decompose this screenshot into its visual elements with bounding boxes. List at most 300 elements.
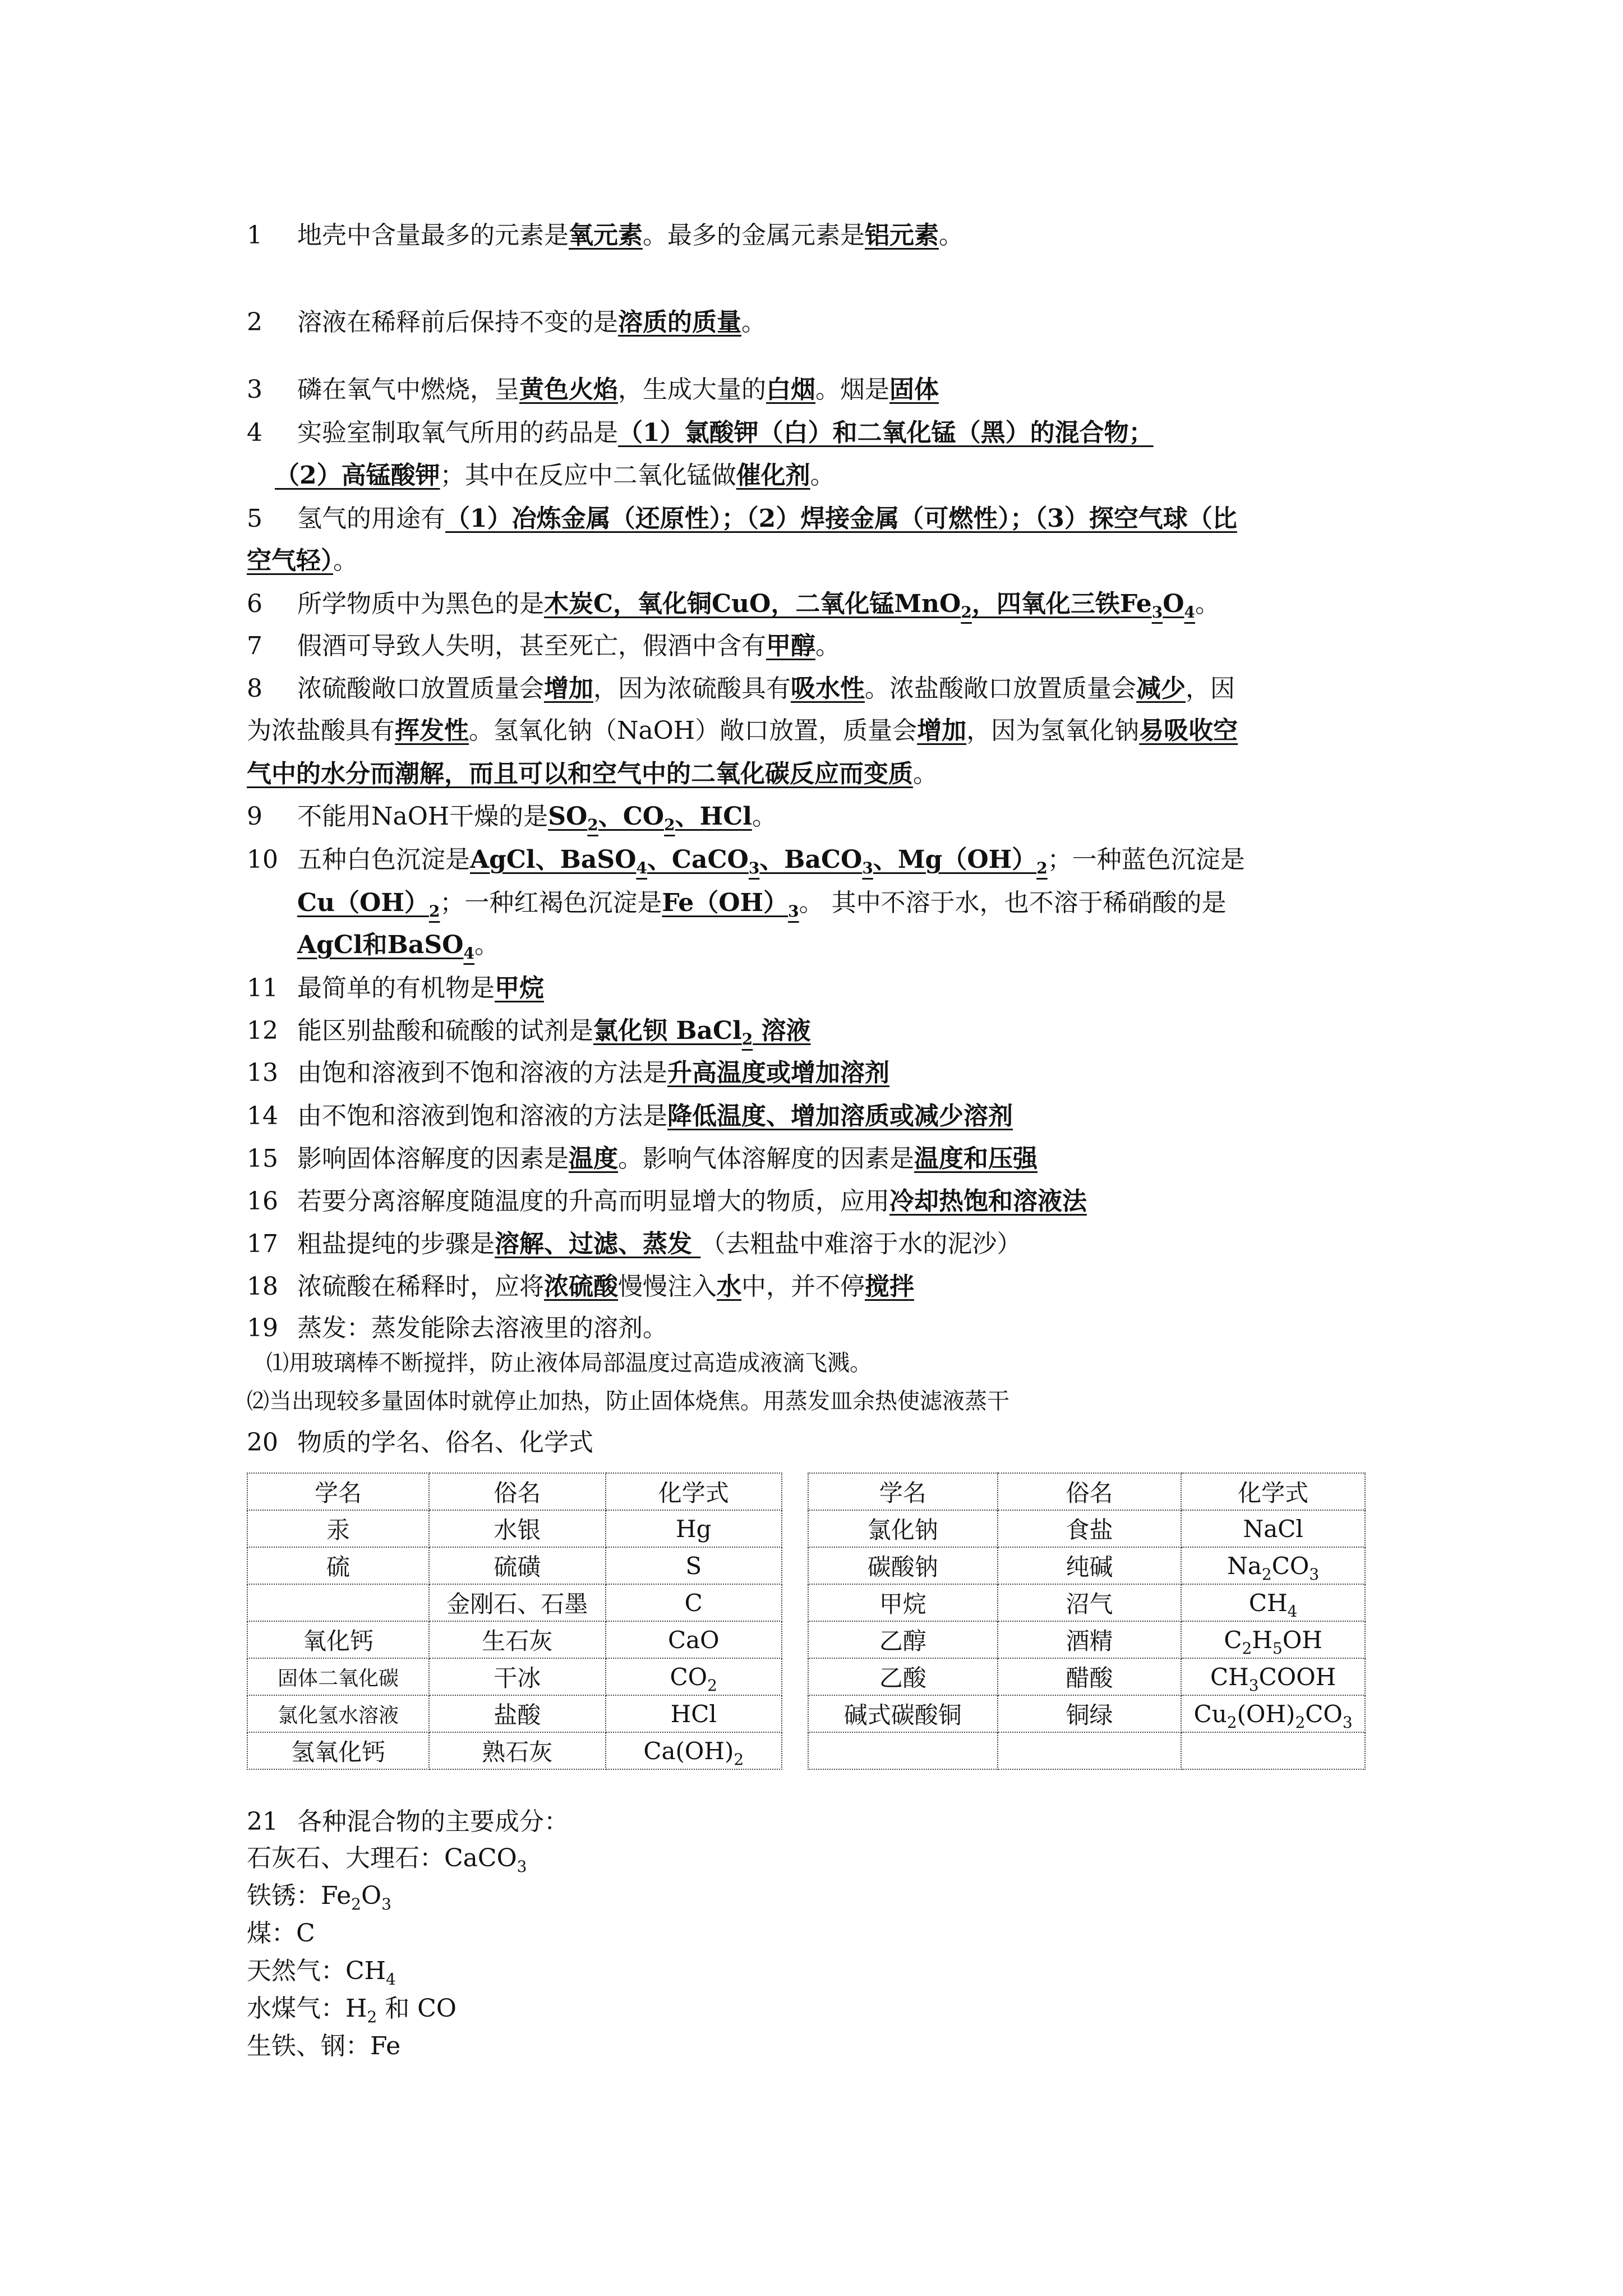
text-run: C <box>1224 1626 1242 1654</box>
key-term: 温度 <box>569 1144 618 1173</box>
subscript: 5 <box>1272 1639 1283 1658</box>
text-run: 物质的学名、俗名、化学式 <box>297 1428 593 1457</box>
key-term: 黄色火焰 <box>519 375 618 404</box>
key-term: 氯化钡 BaCl <box>593 1016 742 1045</box>
text-run: 碳酸钠 <box>867 1553 938 1581</box>
item-text <box>297 308 766 337</box>
column-header: 俗名 <box>429 1473 605 1510</box>
text-run: 溶液在稀释前后保持不变的是 <box>297 308 618 337</box>
text-run: 。 <box>810 461 835 490</box>
key-term: 、CO <box>598 802 665 831</box>
item-text <box>297 632 840 660</box>
text-run: 慢慢注入 <box>618 1272 717 1301</box>
table-cell <box>998 1621 1182 1658</box>
key-term: AgCl和BaSO <box>297 931 464 959</box>
key-term: SO <box>548 802 588 831</box>
text-run: 若要分离溶解度随温度的升高而明显增大的物质，应用 <box>297 1187 889 1216</box>
table-row <box>808 1547 1365 1584</box>
subscript: 2 <box>1295 1713 1306 1732</box>
text-run: (OH) <box>1237 1700 1295 1728</box>
table-cell <box>247 1584 429 1621</box>
item-text <box>247 716 1238 745</box>
text-run: 。影响气体溶解度的因素是 <box>618 1144 914 1173</box>
key-term: 白烟 <box>766 375 815 404</box>
table-row <box>808 1621 1365 1658</box>
text-run: ⑴用玻璃棒不断搅拌，防止液体局部温度过高造成液滴飞溅。 <box>266 1350 872 1376</box>
text-run: 。 <box>474 931 499 959</box>
text-run: Ca(OH) <box>643 1737 734 1765</box>
text-run: 铁锈：Fe <box>247 1881 352 1910</box>
text-run: CO <box>670 1663 708 1691</box>
item-number: 13 <box>247 1059 278 1087</box>
item-text <box>297 1314 667 1342</box>
key-term: 甲醇 <box>766 632 815 660</box>
item-number: 11 <box>247 974 278 1002</box>
key-term: 空气轻） <box>247 546 333 575</box>
text-run: 甲烷 <box>879 1590 926 1618</box>
key-term: 、Mg（OH） <box>873 845 1037 874</box>
text-run: 乙醇 <box>879 1627 926 1655</box>
table-cell <box>808 1510 998 1547</box>
table-cell <box>606 1547 782 1584</box>
table-cell <box>998 1510 1182 1547</box>
text-run: 碱式碳酸铜 <box>843 1701 962 1729</box>
subscript: 2 <box>367 2008 377 2026</box>
item-number: 9 <box>247 802 262 831</box>
subscript: 3 <box>517 1857 527 1876</box>
table-row <box>247 1584 782 1621</box>
key-term: 升高温度或增加溶剂 <box>667 1059 889 1087</box>
subscript: 4 <box>463 944 474 963</box>
item-17 <box>247 1227 1021 1261</box>
item-2 <box>247 306 766 339</box>
table-row <box>808 1510 1365 1547</box>
text-run: 。 <box>815 632 840 660</box>
item-number: 1 <box>247 221 262 250</box>
text-run: 影响固体溶解度的因素是 <box>297 1144 569 1173</box>
mixture-item <box>247 1842 527 1875</box>
text-run: 酒精 <box>1066 1627 1113 1655</box>
key-term: 挥发性 <box>395 716 469 745</box>
text-run: 石灰石、大理石：CaCO <box>247 1844 517 1872</box>
item-text <box>247 546 358 575</box>
key-term: 冷却热饱和溶液法 <box>889 1187 1087 1216</box>
subscript: 3 <box>381 1895 391 1913</box>
subscript: 2 <box>1242 1639 1252 1658</box>
item-5 <box>247 502 1237 536</box>
table-cell <box>606 1695 782 1732</box>
item-15 <box>247 1142 1038 1176</box>
item-number: 16 <box>247 1187 278 1216</box>
text-run: 。 <box>741 308 766 337</box>
text-run: CO <box>1305 1700 1343 1728</box>
text-run: 。 <box>333 546 358 575</box>
key-term: Fe（OH） <box>662 889 789 917</box>
text-run: 。最多的金属元素是 <box>643 221 865 250</box>
mixture-item <box>247 1992 457 2026</box>
column-header: 化学式 <box>606 1473 782 1510</box>
key-term: 增加 <box>917 716 967 745</box>
item-number: 10 <box>247 845 278 874</box>
table-cell <box>1181 1695 1365 1732</box>
item-text <box>297 375 939 404</box>
subscript: 3 <box>1248 1676 1259 1695</box>
item-text <box>297 418 1154 447</box>
text-run: 粗盐提纯的步骤是 <box>297 1230 495 1258</box>
text-run: 蒸发：蒸发能除去溶液里的溶剂。 <box>297 1314 667 1342</box>
subscript: 3 <box>1309 1565 1320 1584</box>
table-row <box>247 1621 782 1658</box>
text-run: 氯化氢水溶液 <box>278 1704 399 1727</box>
section-title: 各种混合物的主要成分： <box>297 1807 569 1836</box>
item-19-note-1 <box>266 1346 872 1380</box>
key-term: （1）冶炼金属（还原性）；（2）焊接金属（可燃性）；（3）探空气球（比 <box>445 504 1237 533</box>
table-cell <box>606 1584 782 1621</box>
table-cell <box>808 1621 998 1658</box>
item-text <box>297 1016 811 1048</box>
key-term: 降低温度、增加溶质或减少溶剂 <box>667 1102 1013 1130</box>
item-number: 3 <box>247 375 262 404</box>
table-cell <box>1181 1658 1365 1695</box>
table-row <box>808 1732 1365 1769</box>
text-run: 氢氧化钙 <box>291 1738 386 1766</box>
text-run: 固体二氧化碳 <box>278 1667 399 1690</box>
text-run: 不能用NaOH干燥的是 <box>297 802 548 831</box>
key-term: 、CaCO <box>647 845 749 874</box>
item-text <box>297 1428 593 1457</box>
item-text <box>247 760 938 788</box>
subscript: 2 <box>1036 859 1048 877</box>
text-run: 五种白色沉淀是 <box>297 845 470 874</box>
item-12 <box>247 1014 811 1048</box>
text-run: Hg <box>675 1515 712 1543</box>
item-text <box>297 1102 1013 1130</box>
item-number: 17 <box>247 1230 278 1258</box>
text-run: （去粗盐中难溶于水的泥沙） <box>700 1230 1022 1258</box>
item-text <box>266 1350 872 1376</box>
subscript: 2 <box>707 1676 717 1695</box>
item-10-cont2 <box>297 928 499 962</box>
table-cell <box>1181 1547 1365 1584</box>
item-number: 2 <box>247 308 262 337</box>
key-term: 溶解、过滤、蒸发 <box>495 1230 701 1258</box>
key-term: 吸水性 <box>791 674 865 703</box>
item-number: 20 <box>247 1428 278 1457</box>
text-run: ；一种红褐色沉淀是 <box>440 889 662 917</box>
table-cell <box>429 1510 605 1547</box>
item-text <box>297 221 963 250</box>
text-run: CH <box>1210 1663 1249 1691</box>
text-run: 。 其中不溶于水，也不溶于稀硝酸的是 <box>799 889 1227 917</box>
item-text <box>275 461 835 490</box>
item-3 <box>247 373 939 407</box>
table-cell <box>606 1732 782 1769</box>
item-text <box>297 802 777 834</box>
text-run: 。氢氧化钠（NaOH）敞口放置，质量会 <box>469 716 917 745</box>
text-run: 沼气 <box>1066 1590 1113 1618</box>
subscript: 4 <box>1184 603 1195 622</box>
table-cell <box>1181 1732 1365 1769</box>
item-text <box>297 1272 914 1301</box>
table-cell <box>429 1584 605 1621</box>
subscript: 3 <box>1342 1713 1353 1732</box>
item-number: 14 <box>247 1102 278 1130</box>
column-header: 学名 <box>247 1473 429 1510</box>
text-run: 醋酸 <box>1066 1664 1113 1692</box>
item-number: 7 <box>247 632 262 660</box>
text-run: 。 <box>939 221 963 250</box>
item-number: 19 <box>247 1314 278 1342</box>
item-text <box>297 590 1220 622</box>
key-term: Cu（OH） <box>297 889 429 917</box>
text-run: 。浓盐酸敞口放置质量会 <box>865 674 1136 703</box>
subscript: 2 <box>1227 1713 1237 1732</box>
column-header: 俗名 <box>998 1473 1182 1510</box>
table-header-row <box>808 1473 1365 1510</box>
item-number: 12 <box>247 1016 278 1045</box>
table-header-row <box>247 1473 782 1510</box>
subscript: 2 <box>734 1750 744 1769</box>
text-run: 浓硫酸在稀释时，应将 <box>297 1272 544 1301</box>
item-number: 6 <box>247 590 262 618</box>
table-cell <box>429 1732 605 1769</box>
text-run: 氯化钠 <box>867 1516 938 1544</box>
text-run: NaCl <box>1243 1515 1303 1543</box>
mixture-item <box>247 2030 400 2063</box>
subscript: 3 <box>1151 603 1163 622</box>
key-term: （2）高锰酸钾 <box>275 461 440 490</box>
text-run: 地壳中含量最多的元素是 <box>297 221 569 250</box>
key-term: 水 <box>717 1272 741 1301</box>
text-run: ，生成大量的 <box>618 375 766 404</box>
text-run: C <box>684 1589 703 1617</box>
item-number: 5 <box>247 504 262 533</box>
subscript: 2 <box>741 1030 753 1048</box>
table-cell <box>429 1695 605 1732</box>
text-run: 食盐 <box>1066 1516 1113 1544</box>
table-row <box>247 1658 782 1695</box>
column-header: 学名 <box>808 1473 998 1510</box>
text-run: CO <box>1271 1552 1310 1580</box>
item-16 <box>247 1185 1087 1218</box>
table-row <box>247 1695 782 1732</box>
text-run: ⑵当出现较多量固体时就停止加热，防止固体烧焦。用蒸发皿余热使滤液蒸干 <box>247 1388 1009 1414</box>
text-run: 。烟是 <box>815 375 889 404</box>
text-run: ，因 <box>1186 674 1235 703</box>
table-cell <box>429 1547 605 1584</box>
item-text <box>297 974 544 1002</box>
text-run: 中，并不停 <box>741 1272 865 1301</box>
item-19 <box>247 1312 667 1345</box>
text-run: 由饱和溶液到不饱和溶液的方法是 <box>297 1059 667 1087</box>
text-run: 乙酸 <box>879 1664 926 1692</box>
item-14 <box>247 1099 1013 1133</box>
item-number: 15 <box>247 1144 278 1173</box>
item-text <box>247 1388 1009 1414</box>
item-10-cont <box>297 886 1227 920</box>
subscript: 2 <box>428 902 440 921</box>
text-run: 生铁、钢：Fe <box>247 2032 401 2060</box>
table-row <box>247 1510 782 1547</box>
key-term: 催化剂 <box>736 461 810 490</box>
column-header: 化学式 <box>1181 1473 1365 1510</box>
subscript: 4 <box>1287 1602 1298 1621</box>
key-term: 、BaCO <box>759 845 863 874</box>
text-run: 假酒可导致人失明，甚至死亡，假酒中含有 <box>297 632 766 660</box>
item-text <box>297 674 1235 703</box>
table-cell <box>429 1621 605 1658</box>
subscript: 2 <box>351 1895 361 1913</box>
text-run: ，因为浓硫酸具有 <box>593 674 791 703</box>
text-run: 硫磺 <box>494 1553 541 1581</box>
text-run: HCl <box>670 1700 717 1728</box>
text-run: 水银 <box>494 1516 541 1544</box>
text-run: Na <box>1227 1552 1262 1580</box>
key-term: 浓硫酸 <box>544 1272 618 1301</box>
item-text <box>297 1059 889 1087</box>
text-run: 最简单的有机物是 <box>297 974 495 1002</box>
table-cell <box>1181 1584 1365 1621</box>
text-run: ；一种蓝色沉淀是 <box>1047 845 1245 874</box>
table-cell <box>247 1658 429 1695</box>
table-cell <box>247 1621 429 1658</box>
text-run: 。 <box>913 760 938 788</box>
subscript: 2 <box>961 603 972 622</box>
item-20 <box>247 1426 593 1460</box>
table-cell <box>998 1584 1182 1621</box>
key-term: 减少 <box>1136 674 1186 703</box>
text-run: OH <box>1282 1626 1322 1654</box>
text-run: 实验室制取氧气所用的药品是 <box>297 418 618 447</box>
key-term: 木炭C，氧化铜CuO，二氧化锰MnO <box>544 590 961 618</box>
table-cell <box>998 1695 1182 1732</box>
key-term: 增加 <box>544 674 593 703</box>
text-run: 氧化钙 <box>303 1627 374 1655</box>
item-text <box>297 1187 1087 1216</box>
key-term: 气中的水分而潮解，而且可以和空气中的二氧化碳反应而变质 <box>247 760 913 788</box>
text-run: 。 <box>751 802 777 831</box>
table-cell <box>808 1584 998 1621</box>
item-5-cont <box>247 544 358 578</box>
item-13 <box>247 1056 889 1090</box>
table-row <box>247 1547 782 1584</box>
text-run: 磷在氧气中燃烧，呈 <box>297 375 519 404</box>
table-cell <box>808 1732 998 1769</box>
table-cell <box>606 1621 782 1658</box>
item-8-cont2 <box>247 757 938 791</box>
key-term: 铝元素 <box>865 221 939 250</box>
text-run: 生石灰 <box>482 1627 553 1655</box>
text-run: 干冰 <box>494 1664 541 1692</box>
key-term: （1）氯酸钾（白）和二氧化锰（黑）的混合物； <box>618 418 1154 447</box>
table-cell <box>247 1510 429 1547</box>
item-text <box>297 504 1237 533</box>
text-run: 和 CO <box>377 1994 457 2023</box>
subscript: 2 <box>1261 1565 1272 1584</box>
item-number: 8 <box>247 674 262 703</box>
table-cell <box>606 1658 782 1695</box>
key-term: 溶质的质量 <box>618 308 741 337</box>
mixture-item <box>247 1954 396 1988</box>
text-run: CaO <box>667 1626 720 1654</box>
text-run: 。 <box>1195 590 1220 618</box>
item-text <box>297 931 499 963</box>
text-run: 纯碱 <box>1066 1553 1113 1581</box>
item-6 <box>247 587 1220 621</box>
subscript: 4 <box>636 859 647 877</box>
subscript: 3 <box>748 859 760 877</box>
item-19-note-2 <box>247 1384 1009 1418</box>
table-cell <box>429 1658 605 1695</box>
key-term: 溶液 <box>753 1016 811 1045</box>
item-number: 4 <box>247 418 262 447</box>
key-term: AgCl、BaSO <box>470 845 637 874</box>
table-cell <box>247 1547 429 1584</box>
subscript: 3 <box>788 902 799 921</box>
text-run: 浓硫酸敞口放置质量会 <box>297 674 544 703</box>
text-run: 天然气：CH <box>247 1957 386 1985</box>
subscript: 2 <box>587 816 598 834</box>
table-cell <box>808 1695 998 1732</box>
text-run: ；其中在反应中二氧化锰做 <box>440 461 736 490</box>
key-term: 、HCl <box>675 802 752 831</box>
key-term: 搅拌 <box>865 1272 914 1301</box>
text-run: 能区别盐酸和硫酸的试剂是 <box>297 1016 593 1045</box>
text-run: 铜绿 <box>1066 1701 1113 1729</box>
table-cell <box>606 1510 782 1547</box>
table-row <box>808 1695 1365 1732</box>
text-run: 金刚石、石墨 <box>446 1590 588 1618</box>
text-run: 硫 <box>326 1553 351 1581</box>
text-run: 盐酸 <box>494 1701 541 1729</box>
table-row <box>808 1584 1365 1621</box>
text-run: S <box>685 1552 702 1580</box>
text-run: 氢气的用途有 <box>297 504 445 533</box>
text-run: COOH <box>1258 1663 1336 1691</box>
text-run: ，因为氢氧化钠 <box>966 716 1140 745</box>
mixture-item <box>247 1879 391 1913</box>
table-cell <box>808 1547 998 1584</box>
text-run: CH <box>1248 1589 1288 1617</box>
item-number: 21 <box>247 1807 278 1836</box>
item-10 <box>247 843 1245 877</box>
key-term: 固体 <box>889 375 939 404</box>
table-row <box>247 1732 782 1769</box>
text-run: O <box>361 1881 382 1910</box>
item-4-cont <box>275 459 835 493</box>
item-text <box>297 845 1245 877</box>
text-run: Cu <box>1193 1700 1227 1728</box>
mixture-item <box>247 1917 315 1950</box>
text-run: 熟石灰 <box>482 1738 553 1766</box>
item-9 <box>247 800 777 834</box>
key-term: 易吸收空 <box>1139 716 1238 745</box>
key-term: O <box>1163 590 1184 618</box>
item-number: 18 <box>247 1272 278 1301</box>
item-1 <box>247 219 963 252</box>
table-cell <box>247 1732 429 1769</box>
item-4 <box>247 416 1154 450</box>
table-cell <box>998 1732 1182 1769</box>
names-table-left <box>247 1473 782 1770</box>
item-7 <box>247 629 840 663</box>
subscript: 4 <box>386 1970 396 1989</box>
text-run: 汞 <box>326 1516 351 1544</box>
key-term: 氧元素 <box>569 221 643 250</box>
text-run: H <box>1252 1626 1272 1654</box>
key-term: ，四氧化三铁Fe <box>971 590 1152 618</box>
table-cell <box>808 1658 998 1695</box>
